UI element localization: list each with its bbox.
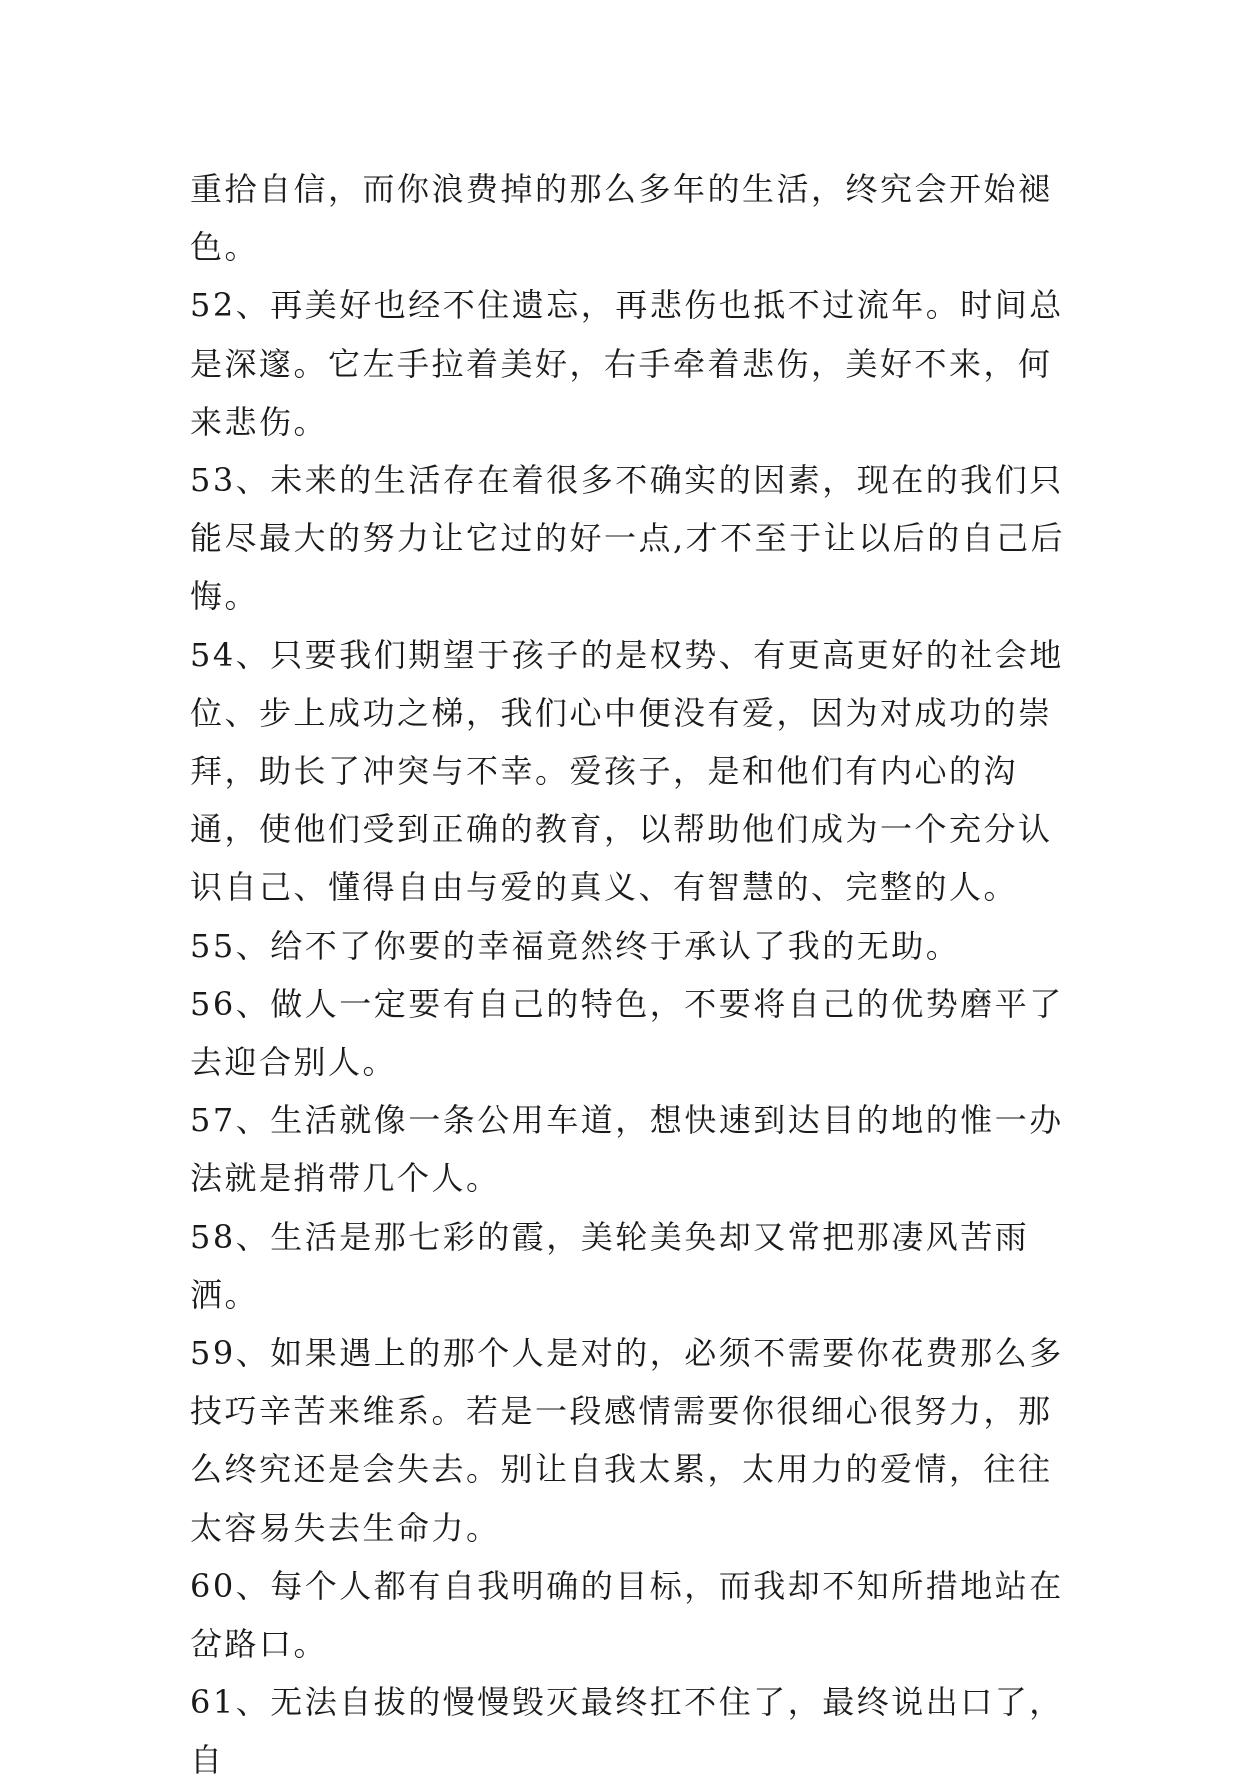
paragraph-60: 60、每个人都有自我明确的目标，而我却不知所措地站在岔路口。 xyxy=(190,1566,1064,1664)
paragraph-56: 56、做人一定要有自己的特色，不要将自己的优势磨平了去迎合别人。 xyxy=(190,984,1064,1082)
paragraph-continuation: 重拾自信，而你浪费掉的那么多年的生活，终究会开始褪色。 xyxy=(190,170,1053,267)
paragraph-57: 57、生活就像一条公用车道，想快速到达目的地的惟一办法就是捎带几个人。 xyxy=(190,1101,1064,1198)
paragraph-54: 54、只要我们期望于孩子的是权势、有更高更好的社会地位、步上成功之梯，我们心中便没有爱，因为对成功的崇拜，助长了冲突与不幸。爱孩子，是和他们有内心的沟通，使他们受到正确的教育，以帮助他们成为一个充分认识自己、懂得自由与爱的真义、有智慧的、完整的人。 xyxy=(190,635,1064,907)
paragraph-61: 61、无法自拔的慢慢毁灭最终扛不住了，最终说出口了，自 xyxy=(190,1683,1064,1780)
paragraph-59: 59、如果遇上的那个人是对的，必须不需要你花费那么多技巧辛苦来维系。若是一段感情需要你很细心很努力，那么终究还是会失去。别让自我太累，太用力的爱情，往往太容易失去生命力。 xyxy=(190,1334,1064,1547)
paragraph-52: 52、再美好也经不住遗忘，再悲伤也抵不过流年。时间总是深邃。它左手拉着美好，右手牵着悲伤，美好不来，何来悲伤。 xyxy=(190,286,1064,441)
document-body xyxy=(190,160,1080,1790)
paragraph-58: 58、生活是那七彩的霞，美轮美奂却又常把那凄风苦雨洒。 xyxy=(190,1217,1030,1314)
paragraph-53: 53、未来的生活存在着很多不确实的因素，现在的我们只能尽最大的努力让它过的好一点,才不至于让以后的自己后悔。 xyxy=(190,461,1066,616)
paragraph-55: 55、给不了你要的幸福竟然终于承认了我的无助。 xyxy=(190,926,961,965)
